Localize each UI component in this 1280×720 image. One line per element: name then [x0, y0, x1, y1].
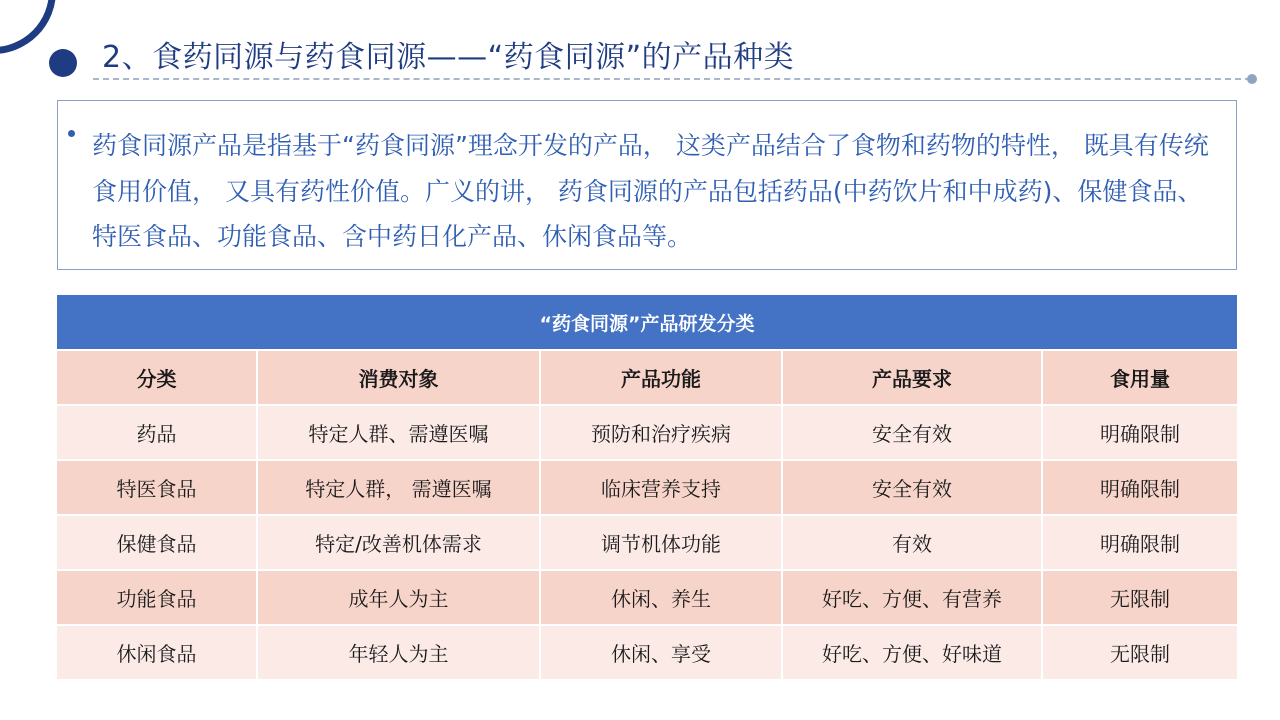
table-cell: 明确限制	[1042, 515, 1237, 570]
table-row	[57, 625, 1237, 680]
table-cell: 特定人群， 需遵医嘱	[257, 460, 540, 515]
table-cell: 休闲、享受	[540, 625, 782, 680]
column-header: 消费对象	[257, 350, 540, 405]
decorative-dot	[49, 49, 77, 77]
divider-end-dot	[1247, 74, 1257, 84]
table-row	[57, 515, 1237, 570]
decorative-arc	[0, 0, 56, 54]
table-row	[57, 460, 1237, 515]
title-divider	[93, 78, 1251, 80]
table-cell: 保健食品	[57, 515, 257, 570]
table-cell: 年轻人为主	[257, 625, 540, 680]
table-cell: 无限制	[1042, 625, 1237, 680]
table-cell: 休闲、养生	[540, 570, 782, 625]
table-cell: 安全有效	[782, 405, 1042, 460]
table-cell: 特医食品	[57, 460, 257, 515]
table-caption-row	[57, 295, 1237, 350]
table-cell: 药品	[57, 405, 257, 460]
table-cell: 特定人群、需遵医嘱	[257, 405, 540, 460]
table-cell: 安全有效	[782, 460, 1042, 515]
intro-box	[57, 100, 1237, 270]
column-header: 产品要求	[782, 350, 1042, 405]
table-cell: 有效	[782, 515, 1042, 570]
table-header-row	[57, 350, 1237, 405]
table-cell: 休闲食品	[57, 625, 257, 680]
table-caption: “药食同源”产品研发分类	[57, 295, 1237, 350]
bullet-icon	[68, 130, 75, 137]
table-cell: 特定/改善机体需求	[257, 515, 540, 570]
slide-title: 2、食药同源与药食同源——“药食同源”的产品种类	[102, 40, 795, 75]
table-cell: 成年人为主	[257, 570, 540, 625]
column-header: 食用量	[1042, 350, 1237, 405]
table-cell: 好吃、方便、好味道	[782, 625, 1042, 680]
column-header: 产品功能	[540, 350, 782, 405]
table-cell: 功能食品	[57, 570, 257, 625]
intro-text: 药食同源产品是指基于“药食同源”理念开发的产品， 这类产品结合了食物和药物的特性， 既具有传统食用价值， 又具有药性价值。广义的讲， 药食同源的产品包括药品(中药饮片和中成药)、保健食品、特医食品、功能食品、含中药日化产品、休闲食品等。	[92, 131, 1209, 251]
table-cell: 明确限制	[1042, 460, 1237, 515]
table-cell: 临床营养支持	[540, 460, 782, 515]
table-row	[57, 405, 1237, 460]
table-cell: 明确限制	[1042, 405, 1237, 460]
product-classification-table	[57, 295, 1237, 681]
table-cell: 无限制	[1042, 570, 1237, 625]
column-header: 分类	[57, 350, 257, 405]
table-cell: 调节机体功能	[540, 515, 782, 570]
table-cell: 好吃、方便、有营养	[782, 570, 1042, 625]
table-cell: 预防和治疗疾病	[540, 405, 782, 460]
table-row	[57, 570, 1237, 625]
